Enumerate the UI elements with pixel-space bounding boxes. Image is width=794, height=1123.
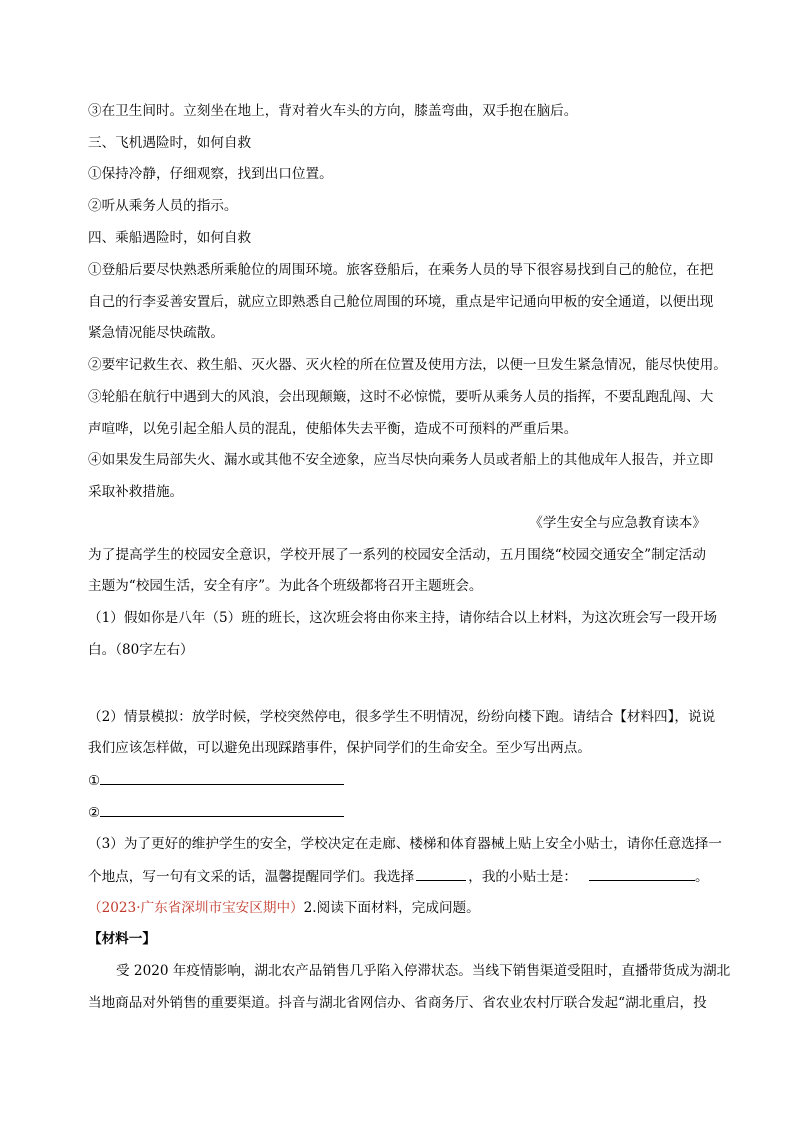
material-heading: 【材料一】 [88, 931, 156, 947]
text-line: 自己的行李妥善安置后，就应立即熟悉自己舱位周围的环境，重点是牢记通向甲板的安全通道，以便出现 [88, 294, 714, 310]
text-line: ③在卫生间时。立刻坐在地上，背对着火车头的方向，膝盖弯曲，双手抱在脑后。 [88, 103, 578, 119]
text-line: ②要牢记救生衣、救生船、灭火器、灭火栓的所在位置及使用方法，以便一旦发生紧急情况，能尽快使用。 [88, 357, 727, 373]
question-3: （3）为了更好的维护学生的安全，学校决定在走廊、楼梯和体育器械上贴上安全小贴士，请你任意选择一 [88, 836, 722, 852]
text-line: ②听从乘务人员的指示。 [88, 198, 238, 214]
question-3-cont: 个地点，写一句有文采的话，温馨提醒同学们。我选择 ，我的小贴士是： 。 [88, 866, 709, 887]
answer-line-2: ② [88, 802, 344, 823]
answer-blank-1[interactable] [100, 770, 344, 785]
tip-blank[interactable] [589, 866, 695, 881]
text-line: 为了提高学生的校园安全意识，学校开展了一系列的校园安全活动，五月围绕“校园交通安全”制定活动 [88, 547, 706, 563]
text-line: 当地商品对外销售的重要渠道。抖音与湖北省网信办、省商务厅、省农业农村厅联合发起“湖北重启，投 [88, 995, 707, 1011]
text-line: ①保持冷静，仔细观察，找到出口位置。 [88, 166, 333, 182]
text-line: 声喧哗，以免引起全船人员的混乱，使船体失去平衡，造成不可预料的严重后果。 [88, 421, 578, 437]
text-line: 主题为“校园生活，安全有序”。为此各个班级都将召开主题班会。 [88, 578, 483, 594]
question-2-cont: 我们应该怎样做，可以避免出现踩踏事件，保护同学们的生命安全。至少写出两点。 [88, 740, 591, 756]
question-2-header: （2023·广东省深圳市宝安区期中）2.阅读下面材料，完成问题。 [88, 900, 480, 916]
source-tag: （2023·广东省深圳市宝安区期中） [88, 900, 304, 916]
location-blank[interactable] [416, 866, 466, 881]
section-heading: 三、飞机遇险时，如何自救 [88, 135, 252, 151]
question-1: （1）假如你是八年（5）班的班长，这次班会将由你来主持，请你结合以上材料，为这次班会写一段开场 [88, 610, 718, 626]
question-2: （2）情景模拟：放学时候，学校突然停电，很多学生不明情况，纷纷向楼下跑。请结合【材料四】，说说 [88, 709, 716, 725]
text-line: ①登船后要尽快熟悉所乘舱位的周围环境。旅客登船后，在乘务人员的导下很容易找到自己的舱位，在把 [88, 262, 714, 278]
answer-blank-2[interactable] [100, 802, 344, 817]
text-line: 紧急情况能尽快疏散。 [88, 325, 224, 341]
answer-line-1: ① [88, 770, 344, 791]
text-line: ③轮船在航行中遇到大的风浪，会出现颠簸，这时不必惊慌，要听从乘务人员的指挥，不要乱跑乱闯、大 [88, 389, 714, 405]
text-line: 受 2020 年疫情影响，湖北农产品销售几乎陷入停滞状态。当线下销售渠道受阻时，直播带货成为湖北 [116, 963, 731, 979]
text-line: ④如果发生局部失火、漏水或其他不安全迹象，应当尽快向乘务人员或者船上的其他成年人报告，并立即 [88, 452, 714, 468]
section-heading: 四、乘船遇险时，如何自救 [88, 230, 252, 246]
source-citation: 《学生安全与应急教育读本》 [529, 515, 706, 531]
question-1-cont: 白。（80字左右） [88, 642, 194, 658]
text-line: 采取补救措施。 [88, 484, 184, 500]
